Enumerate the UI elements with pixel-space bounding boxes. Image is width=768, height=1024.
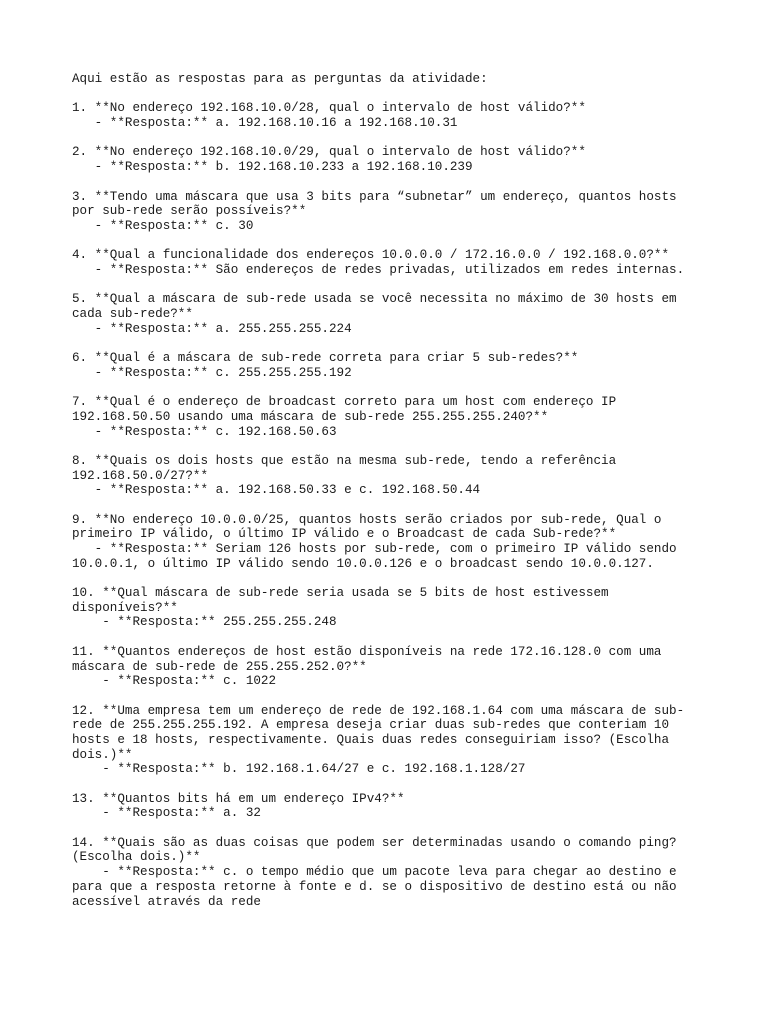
- blank-line: [72, 175, 696, 190]
- answer-2: - **Resposta:** b. 192.168.10.233 a 192.168.10.239: [72, 160, 473, 175]
- question-7: 7. **Qual é o endereço de broadcast correto para um host com endereço IP: [72, 395, 617, 410]
- blank-line: [72, 439, 696, 454]
- blank-line: [72, 498, 696, 513]
- question-9: 9. **No endereço 10.0.0.0/25, quantos hosts serão criados por sub-rede, Qual o: [72, 512, 662, 527]
- answer-4: - **Resposta:** São endereços de redes privadas, utilizados em redes internas.: [72, 262, 685, 277]
- question-5: 5. **Qual a máscara de sub-rede usada se você necessita no máximo de 30 hosts em: [72, 292, 677, 307]
- question-12: 12. **Uma empresa tem um endereço de rede de 192.168.1.64 com uma máscara de sub-: [72, 703, 685, 718]
- answer-14-cont: para que a resposta retorne à fonte e d. se o dispositivo de destino está ou não: [72, 879, 677, 894]
- blank-line: [72, 689, 696, 704]
- question-6: 6. **Qual é a máscara de sub-rede correta para criar 5 sub-redes?**: [72, 351, 579, 366]
- question-7-cont: 192.168.50.50 usando uma máscara de sub-rede 255.255.255.240?**: [72, 409, 549, 424]
- question-2: 2. **No endereço 192.168.10.0/29, qual o intervalo de host válido?**: [72, 145, 586, 160]
- document-body: [72, 72, 696, 909]
- question-10: 10. **Qual máscara de sub-rede seria usada se 5 bits de host estivessem: [72, 586, 609, 601]
- question-3-cont: por sub-rede serão possíveis?**: [72, 204, 307, 219]
- answer-9-cont: 10.0.0.1, o último IP válido sendo 10.0.0.126 e o broadcast sendo 10.0.0.127.: [72, 556, 654, 571]
- question-5-cont: cada sub-rede?**: [72, 307, 193, 321]
- question-12-cont: dois.)**: [72, 747, 133, 762]
- question-11-cont: máscara de sub-rede de 255.255.252.0?**: [72, 659, 367, 674]
- question-8: 8. **Quais os dois hosts que estão na mesma sub-rede, tendo a referência: [72, 453, 617, 468]
- answer-8: - **Resposta:** a. 192.168.50.33 e c. 192.168.50.44: [72, 483, 481, 498]
- blank-line: [72, 278, 696, 293]
- question-1: 1. **No endereço 192.168.10.0/28, qual o intervalo de host válido?**: [72, 101, 586, 116]
- blank-line: [72, 336, 696, 351]
- blank-line: [72, 821, 696, 836]
- answer-12: - **Resposta:** b. 192.168.1.64/27 e c. 192.168.1.128/27: [72, 762, 526, 777]
- blank-line: [72, 777, 696, 792]
- question-12-cont: hosts e 18 hosts, respectivamente. Quais duas redes conseguiriam isso? (Escolha: [72, 732, 670, 747]
- blank-line: [72, 630, 696, 645]
- question-8-cont: 192.168.50.0/27?**: [72, 468, 209, 483]
- blank-line: [72, 234, 696, 249]
- question-14: 14. **Quais são as duas coisas que podem ser determinadas usando o comando ping?: [72, 835, 677, 850]
- question-9-cont: primeiro IP válido, o último IP válido e o Broadcast de cada Sub-rede?**: [72, 527, 617, 542]
- answer-10: - **Resposta:** 255.255.255.248: [72, 615, 337, 630]
- answer-3: - **Resposta:** c. 30: [72, 218, 254, 233]
- intro-line: Aqui estão as respostas para as perguntas da atividade:: [72, 72, 488, 86]
- answer-5: - **Resposta:** a. 255.255.255.224: [72, 321, 352, 336]
- blank-line: [72, 87, 696, 102]
- answer-1: - **Resposta:** a. 192.168.10.16 a 192.168.10.31: [72, 116, 458, 131]
- question-12-cont: rede de 255.255.255.192. A empresa deseja criar duas sub-redes que conteriam 10: [72, 718, 670, 733]
- blank-line: [72, 380, 696, 395]
- question-13: 13. **Quantos bits há em um endereço IPv4?**: [72, 791, 405, 806]
- answer-14-cont: acessível através da rede: [72, 894, 261, 909]
- question-14-cont: (Escolha dois.)**: [72, 850, 201, 865]
- blank-line: [72, 131, 696, 146]
- answer-13: - **Resposta:** a. 32: [72, 806, 261, 821]
- blank-line: [72, 571, 696, 586]
- question-4: 4. **Qual a funcionalidade dos endereços 10.0.0.0 / 172.16.0.0 / 192.168.0.0?**: [72, 248, 670, 263]
- question-10-cont: disponíveis?**: [72, 600, 178, 615]
- answer-9: - **Resposta:** Seriam 126 hosts por sub-rede, com o primeiro IP válido sendo: [72, 542, 677, 556]
- question-11: 11. **Quantos endereços de host estão disponíveis na rede 172.16.128.0 com uma: [72, 644, 662, 659]
- answer-7: - **Resposta:** c. 192.168.50.63: [72, 424, 337, 439]
- answer-14: - **Resposta:** c. o tempo médio que um pacote leva para chegar ao destino e: [72, 865, 677, 880]
- answer-11: - **Resposta:** c. 1022: [72, 674, 277, 689]
- answer-6: - **Resposta:** c. 255.255.255.192: [72, 365, 352, 380]
- question-3: 3. **Tendo uma máscara que usa 3 bits para “subnetar” um endereço, quantos hosts: [72, 189, 677, 204]
